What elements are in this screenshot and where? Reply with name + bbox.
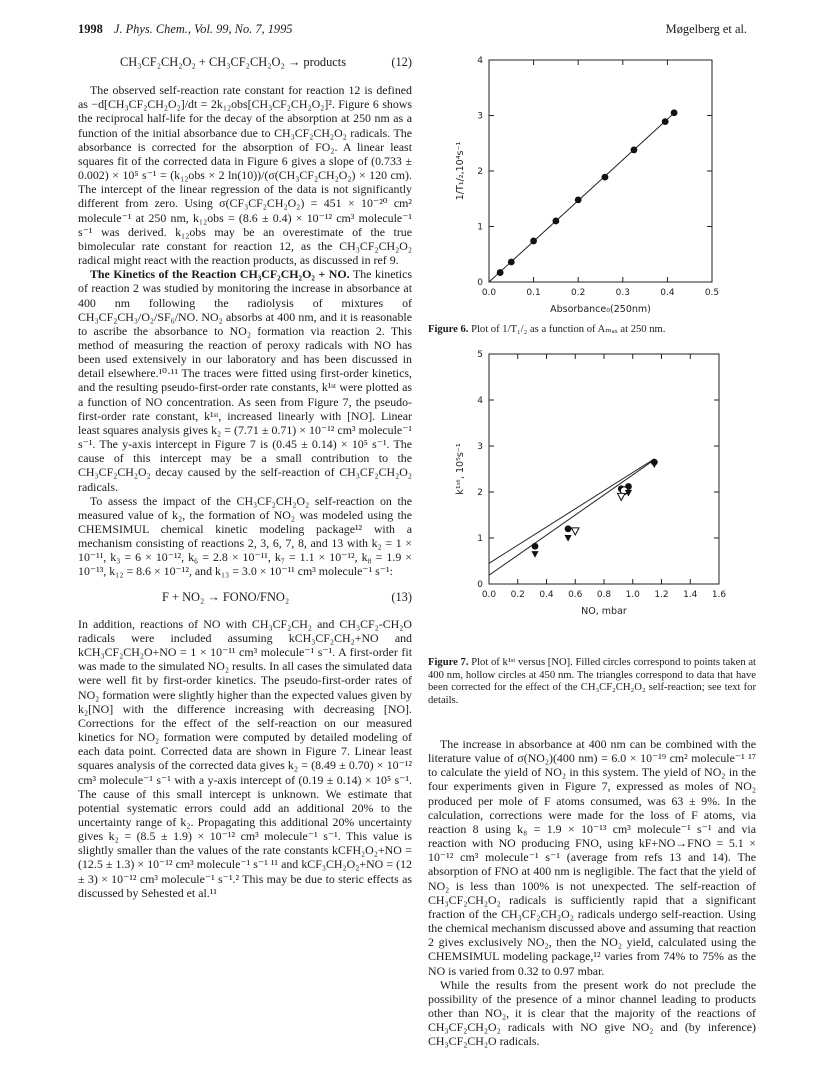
figure-7-fit-line xyxy=(489,459,654,563)
section-heading: The Kinetics of the Reaction CH₃CF₂CH₂O₂ + NO. xyxy=(90,267,350,282)
figure-6-point-filled-circle xyxy=(631,147,638,154)
figure-7-x-tick-label: 1.4 xyxy=(683,590,698,600)
page-number: 1998 xyxy=(78,22,103,36)
figure-7-point-hollow-triangle xyxy=(571,528,579,535)
running-header-authors: Møgelberg et al. xyxy=(665,22,747,36)
figure-6-x-axis-label: Absorbance₀(250nm) xyxy=(550,304,651,315)
figure-7-x-tick-label: 0.4 xyxy=(539,590,554,600)
figure-6-point-filled-circle xyxy=(602,174,609,181)
figure-6-y-tick-label: 0 xyxy=(477,278,483,288)
figure-6-point-filled-circle xyxy=(553,218,560,225)
figure-7-point-filled-circle xyxy=(532,543,539,550)
figure-7-x-axis-label: NO, mbar xyxy=(581,606,627,617)
paragraph-modeling: To assess the impact of the CH₃CF₂CH₂O₂ self-reaction on the measured value of k₂, the formation of NO₂ was modeled using the CHEMSIMUL chemical kinetic modeling package¹² with a mechanism consisting of reactions 2, 3, 6, 7, 8, and 13 with k₂ = 1 × 10⁻¹¹, k₃ = 6 × 10⁻¹², k₆ = 2.8 × 10⁻¹¹, k₇ = 1.1 × 10⁻¹², k₈ = 1.9 × 10⁻¹³, k₁₂ = 8.6 × 10⁻¹², and k₁₃ = 3.0 × 10⁻¹¹ cm³ molecule⁻¹ s⁻¹: xyxy=(78,493,412,579)
figure-6-caption xyxy=(428,324,758,337)
paragraph-no-kinetics xyxy=(78,267,412,494)
figure-7-y-tick-label: 0 xyxy=(477,580,483,590)
figure-7-x-tick-label: 1.2 xyxy=(654,590,669,600)
paragraph-self-reaction: The observed self-reaction rate constant for reaction 12 is defined as −d[CH₃CF₂CH₂O₂]/dt = 2k₁₂obs[CH₃CF₂CH₂O₂]². Figure 6 shows the reciprocal half-life for the decay of the absorption at 250 nm as a function of the initial absorbance due to CH₃CF₂CH₂O₂ radicals. The absorbance is corrected for the absorption of FO₂. A linear least squares fit of the corrected data in Figure 6 gives a slope of (0.733 ± 0.002) × 10⁵ s⁻¹ = (k₁₂obs × 2 ln(10))/(σ(CH₃CF₂CH₂O₂) × 120 cm). The intercept of the linear regression of the data is not significantly different from zero. Using σ(CF₃CF₂CH₂O₂) = 451 × 10⁻²⁰ cm² molecule⁻¹ at 250 nm, k₁₂obs = (8.6 ± 0.4) × 10⁻¹² cm³ molecule⁻¹ s⁻¹ was derived. k₁₂obs may be an overestimate of the true bimolecular rate constant for reaction 12, as the CH₃CF₂CH₂O₂ radical might react with the reaction products, as discussed in ref 9. xyxy=(78,83,412,268)
figure-7-y-tick-label: 3 xyxy=(477,442,483,452)
figure-6-point-filled-circle xyxy=(671,109,678,116)
figure-6-plot xyxy=(445,50,745,320)
figure-7-plot-frame xyxy=(489,354,719,584)
figure-7-point-filled-triangle xyxy=(531,551,538,558)
figure-7-y-tick-label: 4 xyxy=(477,396,483,406)
figure-7-y-tick-label: 2 xyxy=(477,488,483,498)
figure-7-x-tick-label: 1.0 xyxy=(625,590,640,600)
figure-6-x-tick-label: 0.2 xyxy=(571,288,586,298)
figure-6-x-tick-label: 0.5 xyxy=(704,288,720,298)
paragraph-conclusion: While the results from the present work do not preclude the possibility of the presence of a minor channel leading to products other than NO₂, it is clear that the majority of the reactions of CH₃CF₂CH₂O₂ radicals with NO give NO₂ and (by inference) CH₃CF₂CH₂O radicals. xyxy=(428,977,756,1049)
figure-6-x-tick-label: 0.4 xyxy=(660,288,675,298)
paragraph-no-kinetics-text: The kinetics of reaction 2 was studied by monitoring the increase in absorbance at 400 nm following the radiolysis of mixtures of CH₃CF₂CH₃/O₂/SF₆/NO. NO₂ absorbs at 400 nm, and it is reasonable to ascribe the absorbance to NO₂ formation via reaction 2. This method of measuring the reaction of peroxy radicals with NO has been used extensively in our laboratory and has been discussed in detail elsewhere.¹⁰·¹¹ The traces were fitted using first-order kinetics, and the resulting pseudo-first-order rate constants, k¹ˢᵗ were plotted as a function of NO concentration. As seen from Figure 7, the pseudo-first-order rate constant, k¹ˢᵗ, increased linearly with [NO]. Linear least squares analysis gives k₂ = (7.71 ± 0.71) × 10⁻¹² cm³ molecule⁻¹ s⁻¹. The y-axis intercept in Figure 7 is (0.45 ± 0.14) × 10⁵ s⁻¹. The cause of this intercept may be a small contribution to the CH₃CF₂CH₂O₂ decay caused by the self-reaction of CH₃CF₂CH₂O₂ radicals. xyxy=(78,267,412,494)
figure-6-caption-text: Plot of 1/T₁/₂ as a function of Aₘₐₓ at 250 nm. xyxy=(471,324,666,335)
figure-7-x-tick-label: 1.6 xyxy=(711,590,727,600)
equation-13-formula: F + NO₂ → FONO/FNO₂ xyxy=(162,589,290,604)
equation-12-number: (12) xyxy=(391,55,412,69)
paragraph-corrections: In addition, reactions of NO with CH₃CF₂CH₂ and CH₃CF₂-CH₂O radicals were included assuming kCH₃CF₂CH₂+NO and kCH₃CF₂CH₂O+NO = 1 × 10⁻¹¹ cm³ molecule⁻¹ s⁻¹. A first-order fit was made to the simulated NO₂ results. In all cases the simulated data were well fit by first-order kinetics. The pseudo-first-order rates of NO₂ formation were slightly higher than the expected values given by k₂[NO] with the difference increasing with decreasing [NO]. Corrections for the effect of the self-reaction on our measured kinetics for NO₂ formation were computed by detailed modeling of each data point. Corrected data are shown in Figure 7. Linear least squares analysis of the corrected data gives k₂ = (8.49 ± 0.70) × 10⁻¹² cm³ molecule⁻¹ s⁻¹ with a y-axis intercept of (0.19 ± 0.14) × 10⁵ s⁻¹. The cause of this small intercept is unknown. We estimate that potential systematic errors could add an additional 20% to the uncertainty range of k₂. Propagating this additional 20% uncertainty gives k₂ = (8.5 ± 1.9) × 10⁻¹² cm³ molecule⁻¹ s⁻¹. This value is slightly smaller than the values of the rate constants kCFH₂O₂+NO = (12.5 ± 1.3) × 10⁻¹² cm³ molecule⁻¹ s⁻¹ ¹¹ and kCF₃CH₂O₂+NO = (12 ± 3) × 10⁻¹² cm³ molecule⁻¹ s⁻¹.² This may be due to steric effects as discussed by Sehested et al.¹¹ xyxy=(78,616,412,900)
figure-6-plot-frame xyxy=(489,60,712,282)
figure-7-caption-label: Figure 7. xyxy=(428,657,469,668)
figure-6-point-filled-circle xyxy=(508,259,515,266)
figure-6 xyxy=(445,50,745,325)
paragraph-no2-yield: The increase in absorbance at 400 nm can be combined with the literature value of σ(NO₂)(400 nm) = 6.0 × 10⁻¹⁹ cm² molecule⁻¹ ¹⁷ to calculate the yield of NO₂ in this system. The yield of NO₂ in the four experiments given in Figure 7, expressed as moles of NO₂ produced per mole of F atoms consumed, was 63 ± 9%. In the calculation, corrections were made for the loss of F atoms, via reaction 8 using k₈ = 1.9 × 10⁻¹³ cm³ molecule⁻¹ s⁻¹ and via reaction with NO producing FNO, using kF+NO→FNO = 5.1 × 10⁻¹² cm³ molecule⁻¹ s⁻¹ (average from refs 13 and 14). The absorption of FNO at 400 nm is negligible. The fact that the yield of NO₂ is less than 100% is not unexpected. The self-reaction of CH₃CF₂CH₂O₂ radicals is sufficiently rapid that a significant fraction of the CH₃CF₂CH₂O₂ radicals undergo self-reaction. Using the chemical mechanism discussed above and assuming that reaction 2 gives exclusively NO₂, then the NO₂ yield, calculated using the CHEMSIMUL modeling package,¹² varies from 74% to 75% as the NO is varied from 0.32 to 0.97 mbar. xyxy=(428,737,756,978)
equation-12-formula: CH₃CF₂CH₂O₂ + CH₃CF₂CH₂O₂ → products xyxy=(120,55,347,69)
figure-7-caption xyxy=(428,657,756,707)
left-column xyxy=(78,52,412,900)
figure-7-fit-line xyxy=(489,460,654,575)
figure-7-y-axis-label: k¹ˢᵗ, 10⁵s⁻¹ xyxy=(455,443,466,495)
right-column xyxy=(428,737,756,1048)
figure-6-y-axis-label: 1/T₁/₂,10⁴s⁻¹ xyxy=(455,141,466,201)
figure-6-x-tick-label: 0.0 xyxy=(481,288,497,298)
figure-6-y-tick-label: 3 xyxy=(477,111,483,122)
figure-7-x-tick-label: 0.8 xyxy=(596,590,612,600)
running-header xyxy=(78,22,293,37)
figure-7-x-tick-label: 0.0 xyxy=(481,590,497,600)
figure-7-caption-text: Plot of k¹ˢᵗ versus [NO]. Filled circles correspond to points taken at 400 nm, hollow circles at 450 nm. The triangles correspond to data that have been corrected for the effect of the CH₃CF₂CH₂O₂ self-reaction; see text for details. xyxy=(428,657,756,706)
figure-7-x-tick-label: 0.2 xyxy=(510,590,525,600)
figure-6-y-tick-label: 2 xyxy=(477,167,483,177)
figure-6-caption-label: Figure 6. xyxy=(428,324,469,335)
equation-12 xyxy=(78,55,412,69)
journal-citation: J. Phys. Chem., Vol. 99, No. 7, 1995 xyxy=(113,22,293,36)
figure-6-y-tick-label: 1 xyxy=(477,222,483,233)
figure-6-point-filled-circle xyxy=(497,269,504,276)
figure-7-point-hollow-triangle xyxy=(617,493,625,500)
figure-7-point-filled-circle xyxy=(565,525,572,532)
figure-7 xyxy=(445,345,745,615)
figure-7-x-tick-label: 0.6 xyxy=(568,590,583,600)
figure-7-point-filled-triangle xyxy=(651,461,658,468)
figure-7-y-tick-label: 5 xyxy=(477,350,483,360)
equation-13-number: (13) xyxy=(391,589,412,604)
equation-13 xyxy=(78,590,412,604)
figure-7-y-tick-label: 1 xyxy=(477,534,483,544)
figure-6-fit-line xyxy=(489,111,676,282)
figure-6-y-tick-label: 4 xyxy=(477,56,483,66)
figure-7-plot xyxy=(445,345,745,617)
figure-6-x-tick-label: 0.1 xyxy=(526,288,541,298)
figure-6-x-tick-label: 0.3 xyxy=(615,288,630,298)
figure-6-point-filled-circle xyxy=(662,118,669,125)
figure-6-point-filled-circle xyxy=(575,196,582,203)
figure-6-point-filled-circle xyxy=(530,238,537,245)
figure-7-point-filled-triangle xyxy=(564,535,571,542)
